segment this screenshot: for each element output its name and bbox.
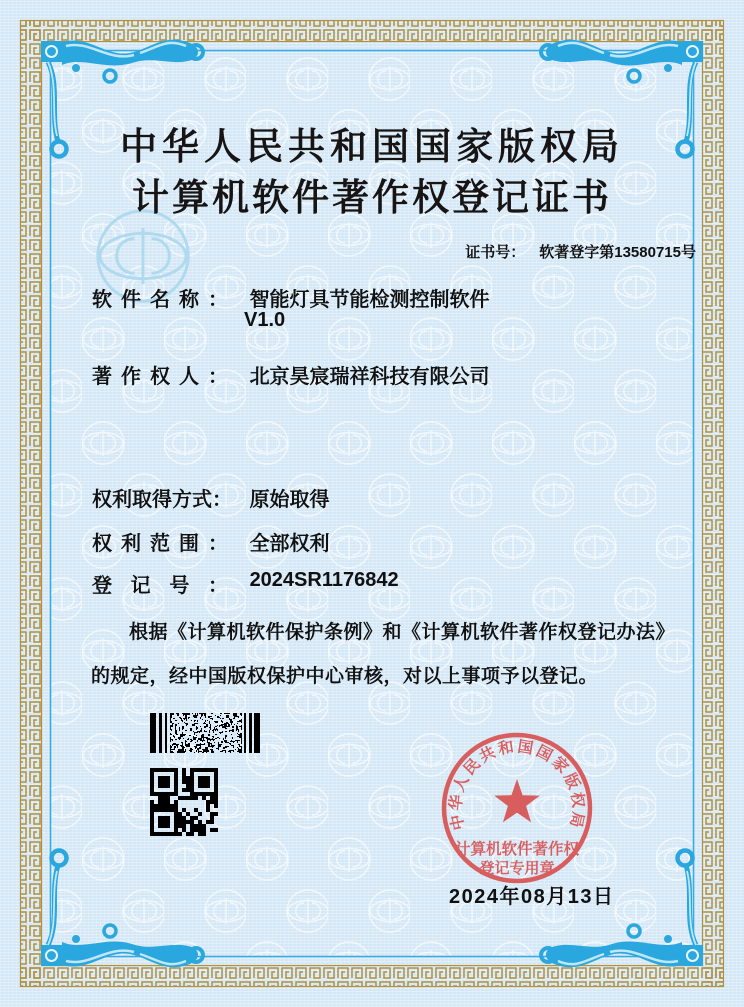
field-software-name [92,283,490,312]
issuer-title: 中华人民共和国国家版权局 [120,127,624,168]
field-registration-number [92,569,399,598]
qr-code-icon [150,768,218,836]
field-copyright-owner [92,360,490,389]
seal-line1: 计算机软件著作权 [454,841,580,858]
field-value: 2024SR1176842 [249,569,399,591]
seal-star-icon [494,779,540,822]
seal-arc-text: 中华人民共和国国家版权局 [447,738,587,832]
seal-line2: 登记专用章 [479,860,555,877]
registration-statement: 根据《计算机软件保护条例》和《计算机软件著作权登记办法》的规定，经中国版权保护中心审核，对以上事项予以登记。 [91,622,666,687]
field-value: 原始取得 [249,489,330,511]
field-label: 登记号： [92,575,228,597]
field-label: 权利范围： [92,533,228,555]
document-title: 计算机软件著作权登记证书 [132,178,612,219]
field-software-version: V1.0 [244,309,286,331]
field-label: 著作权人： [92,366,228,388]
barcode-icon [150,713,260,753]
field-rights-scope [92,527,330,556]
field-value: 智能灯具节能检测控制软件 [249,289,490,311]
registration-date: 2024年08月13日 [449,886,615,908]
certificate-number [465,241,696,262]
field-value: 北京昊宸瑞祥科技有限公司 [249,366,490,388]
field-label: 权利取得方式： [92,489,232,511]
certificate-number-value: 软著登字第13580715号 [539,244,696,261]
official-seal-icon [424,712,614,902]
field-label: 软件名称： [92,289,228,311]
certificate-number-label: 证书号： [465,244,526,261]
field-value: 全部权利 [249,533,330,555]
field-acquisition-method [92,483,330,512]
